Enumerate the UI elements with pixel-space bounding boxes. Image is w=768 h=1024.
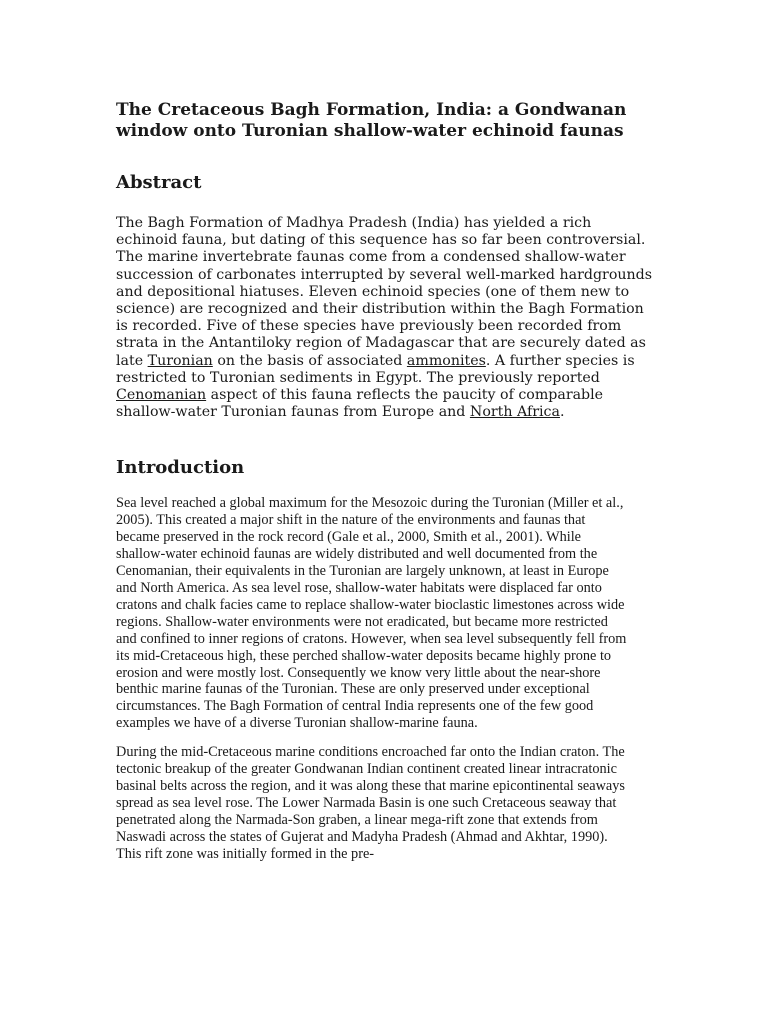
- introduction-heading: Introduction: [116, 457, 245, 479]
- abstract-text-segment: aspect of this fauna reflects the paucity of comparable shallow-water Turonian faunas from Europe and: [116, 387, 604, 421]
- abstract-paragraph: [116, 215, 656, 421]
- north-africa-link[interactable]: North Africa: [469, 404, 560, 421]
- introduction-paragraph-2: During the mid-Cretaceous marine conditions encroached far onto the Indian craton. The tectonic breakup of the greater Gondwanan Indian continent created linear intracratonic basinal belts across the region, and it was along these that marine epicontinental seaways spread as sea level rose. The Lower Narmada Basin is one such Cretaceous seaway that penetrated along the Narmada-Son graben, a linear mega-rift zone that extends from Naswadi across the states of Gujerat and Madyha Pradesh (Ahmad and Akhtar, 1990). This rift zone was initially formed in the pre-: [116, 744, 625, 862]
- abstract-text-segment: The Bagh Formation of Madhya Pradesh (India) has yielded a rich echinoid fauna, but dating of this sequence has so far been controversial. The marine invertebrate faunas come from a condensed shallow-water succession of carbonates interrupted by several well-marked hardgrounds and depositional hiatuses. Eleven echinoid species (one of them new to science) are recognized and their distribution within the Bagh Formation is recorded. Five of these species have previously been recorded from strata in the Antantiloky region of Madagascar that are securely dated as late: [116, 215, 653, 369]
- cenomanian-link[interactable]: Cenomanian: [116, 387, 207, 404]
- article-title: The Cretaceous Bagh Formation, India: a Gondwanan window onto Turonian shallow-water echinoid faunas: [116, 100, 627, 141]
- document-page: [116, 100, 656, 874]
- abstract-text-segment: . A further species is restricted to Turonian sediments in Egypt. The previously reported: [116, 352, 635, 386]
- introduction-paragraph-1: Sea level reached a global maximum for the Mesozoic during the Turonian (Miller et al., 2005). This created a major shift in the nature of the environments and faunas that became preserved in the rock record (Gale et al., 2000, Smith et al., 2001). While shallow-water echinoid faunas are widely distributed and well documented from the Cenomanian, their equivalents in the Turonian are largely unknown, at least in Europe and North America. As sea level rose, shallow-water habitats were displaced far onto cratons and chalk facies came to replace shallow-water bioclastic limestones across wide regions. Shallow-water environments were not eradicated, but became more restricted and confined to inner regions of cratons. However, when sea level subsequently fell from its mid-Cretaceous high, these perched shallow-water deposits became highly prone to erosion and were mostly lost. Consequently we know very little about the near-shore benthic marine faunas of the Turonian. These are only preserved under exceptional circumstances. The Bagh Formation of central India represents one of the few good examples we have of a diverse Turonian shallow-marine fauna.: [116, 495, 627, 732]
- abstract-heading: Abstract: [116, 172, 202, 193]
- ammonites-link[interactable]: ammonites: [406, 352, 486, 369]
- abstract-text-segment: .: [559, 404, 565, 421]
- abstract-text-segment: on the basis of associated: [212, 352, 407, 369]
- turonian-link[interactable]: Turonian: [147, 352, 213, 369]
- introduction-body: [116, 495, 631, 862]
